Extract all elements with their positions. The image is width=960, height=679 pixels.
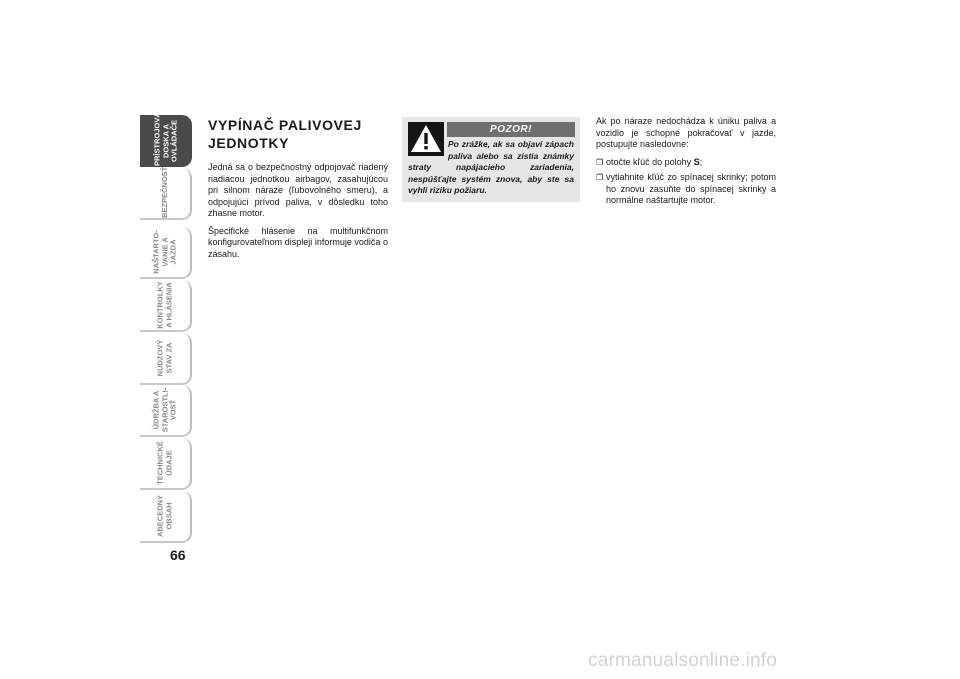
- step-text: otočte kľúč do polohy: [606, 156, 694, 167]
- tab-label: NAŠTARTO- VANIE A JAZDA: [151, 230, 178, 274]
- section-title: [208, 116, 388, 152]
- section-title-line2: JEDNOTKY: [208, 135, 290, 151]
- tab-label: ABECEDNÝ OBSAH: [155, 494, 173, 538]
- tab-label: PRÍSTROJOVÁ DOSKA A OVLÁDAČE: [152, 112, 179, 166]
- section-title-line1: VYPÍNAČ PALIVOVEJ: [208, 117, 362, 133]
- step-text-end: ;: [699, 156, 703, 167]
- list-item: [596, 157, 776, 169]
- tab-technicke-udaje[interactable]: [140, 438, 192, 490]
- tab-nudzovy-stav[interactable]: [140, 333, 192, 385]
- procedure-intro: Ak po náraze nedochádza k úniku paliva a vozidlo je schopné pokračovať v jazde, postupujte nasledovne:: [596, 116, 776, 149]
- section-paragraph: Špecifické hlásenie na multifunkčnom konfigurovateľnom displeji informuje vodiča o zásahu.: [208, 225, 388, 259]
- tab-label: ÚDRŽBA A STAROSTLI- VOSŤ: [151, 387, 178, 433]
- checkbox-bullet-icon: ❒: [596, 173, 604, 182]
- checkbox-bullet-icon: ❒: [596, 157, 604, 167]
- step-text: vytiahnite kľúč zo spínacej skrinky; potom ho znovu zasuňte do spínacej skrinky a normálne naštartujte motor.: [606, 172, 776, 205]
- tab-label: TECHNICKÉ ÚDAJE: [155, 441, 173, 485]
- watermark: carmanualsonline.info: [588, 650, 778, 671]
- step-bold: S: [693, 156, 700, 167]
- procedure-column: [596, 116, 776, 211]
- page-number: 66: [170, 547, 186, 563]
- tab-label: BEZPEČNOSŤ: [159, 166, 169, 218]
- warning-box: [402, 117, 580, 202]
- tab-nastartovanie[interactable]: [140, 227, 192, 279]
- procedure-steps: [596, 157, 776, 207]
- tab-label: KONTROLKY A HLÁSENIA: [155, 281, 173, 329]
- tab-kontrolky[interactable]: [140, 280, 192, 332]
- tab-label: NÚDZOVÝ STAV ZA: [155, 339, 173, 377]
- warning-header: POZOR!: [447, 122, 575, 137]
- list-item: [596, 172, 776, 207]
- warning-text: Po zrážke, ak sa objaví zápach paliva alebo sa zistia známky straty napájacieho zariadenia, nespúšťajte systém znova, aby ste sa vyhli riziku požiaru.: [408, 139, 574, 195]
- tab-pristrojova-doska[interactable]: [140, 112, 192, 167]
- tab-udrzba[interactable]: [140, 385, 192, 437]
- tab-abecedny-obsah[interactable]: [140, 491, 192, 543]
- section-fuel-cutoff: [208, 116, 388, 266]
- section-paragraph: Jedná sa o bezpečnostný odpojovač riadený riadiacou jednotkou airbagov, zasahujúcou pri silnom náraze (ľubovolného smeru), a odpojujúci prívod paliva, v dôsledku toho zhasne motor.: [208, 162, 388, 218]
- tab-bezpecnost[interactable]: [140, 168, 192, 220]
